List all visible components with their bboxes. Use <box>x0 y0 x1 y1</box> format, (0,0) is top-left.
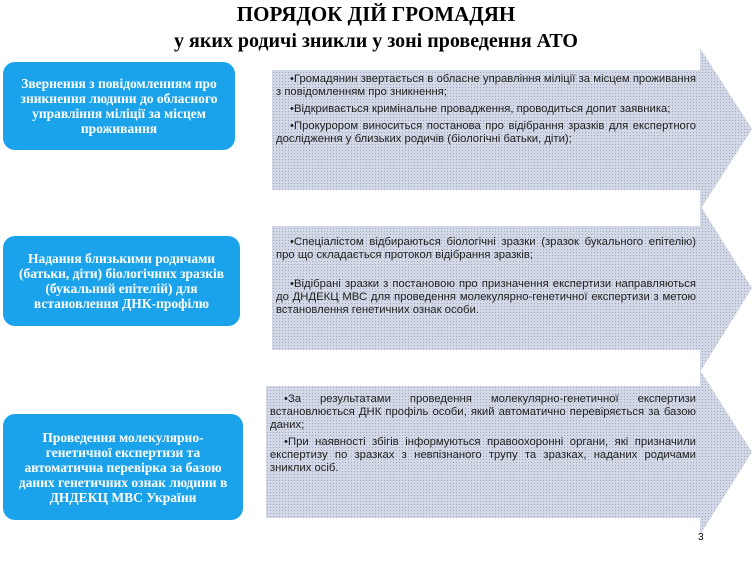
step-1-text <box>276 73 696 150</box>
bullet: •Громадянин звертається в обласне управління міліції за місцем проживання з повідомленням про зникнення; <box>276 73 696 98</box>
page-number: 3 <box>698 532 704 543</box>
step-2-text <box>276 236 696 321</box>
step-2-box: Надання близькими родичами (батьки, діти) біологічних зразків (букальний епітелій) для встановлення ДНК-профілю <box>3 236 240 326</box>
step-1-box: Звернення з повідомленням про зникнення людини до обласного управління міліції за місцем проживання <box>3 62 235 150</box>
step-3-text <box>270 393 696 479</box>
bullet: •При наявності збігів інформуються правоохоронні органи, які призначили експертизу по зразках з невпізнаного трупу та зразках, наданих родичами зниклих осіб. <box>270 436 696 474</box>
bullet: •За результатами проведення молекулярно-генетичної експертизи встановлюється ДНК профіль особи, який автоматично перевіряється за базою даних; <box>270 393 696 431</box>
page-title: ПОРЯДОК ДІЙ ГРОМАДЯН <box>236 2 516 26</box>
bullet: •Прокурором виноситься постанова про відібрання зразків для експертного дослідження у близьких родичів (біологічні батьки, діти); <box>276 120 696 145</box>
bullet: •Спеціалістом відбираються біологічні зразки (зразок букального епітелію) про що складається протокол відібрання зразків; <box>276 236 696 261</box>
bullet: •Відібрані зразки з постановою про призначення експертизи направляються до ДНДЕКЦ МВС для проведення молекулярно-генетичної експертизи з метою встановлення генетичних ознак особи. <box>276 278 696 316</box>
step-3-box: Проведення молекулярно-генетичної експертизи та автоматична перевірка за базою даних генетичних ознак людини в ДНДЕКЦ МВС України <box>3 414 243 520</box>
bullet: •Відкривається кримінальне провадження, проводиться допит заявника; <box>290 103 671 115</box>
page-subtitle: у яких родичі зникли у зоні проведення АТО <box>174 30 578 52</box>
